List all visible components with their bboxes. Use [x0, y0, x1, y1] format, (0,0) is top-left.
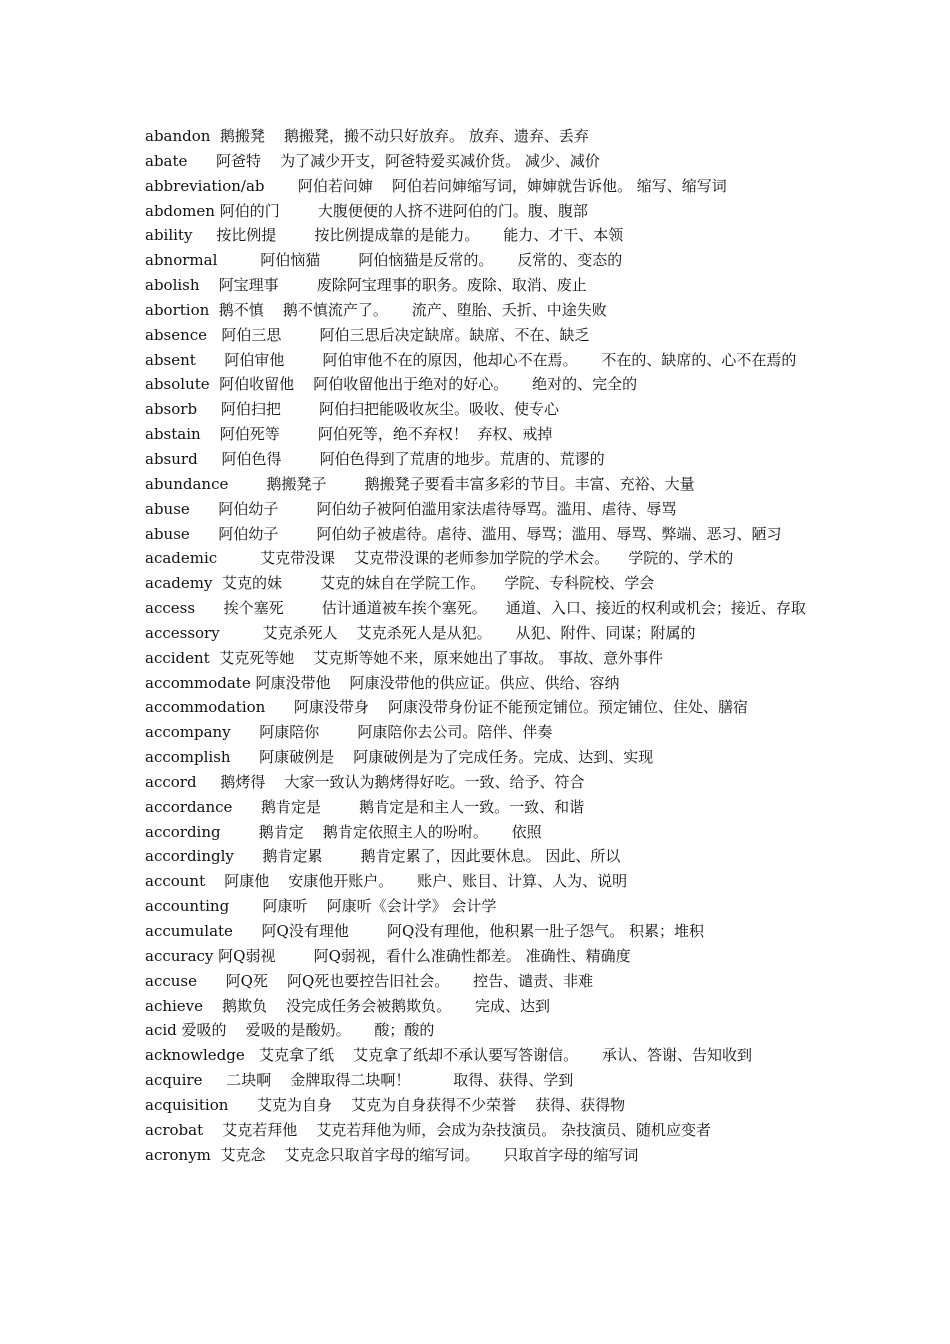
vocabulary-list [145, 124, 810, 1167]
vocabulary-entry: abortion 鹅不慎 鹅不慎流产了。 流产、堕胎、夭折、中途失败 [145, 300, 607, 319]
vocabulary-entry: abundance 鹅搬凳子 鹅搬凳子要看丰富多彩的节目。丰富、充裕、大量 [145, 474, 695, 493]
vocabulary-entry: academic 艾克带没课 艾克带没课的老师参加学院的学术会。 学院的、学术的 [145, 549, 734, 568]
vocabulary-entry: accommodation 阿康没带身 阿康没带身份证不能预定铺位。预定铺位、住处、膳宿 [145, 698, 748, 717]
vocabulary-entry: acronym 艾克念 艾克念只取首字母的缩写词。 只取首字母的缩写词 [145, 1145, 639, 1164]
vocabulary-entry: abolish 阿宝理事 废除阿宝理事的职务。废除、取消、废止 [145, 276, 587, 295]
vocabulary-entry: accident 艾克死等她 艾克斯等她不来，原来她出了事故。 事故、意外事件 [145, 648, 664, 667]
vocabulary-entry: acrobat 艾克若拜他 艾克若拜他为师，会成为杂技演员。 杂技演员、随机应变者 [145, 1120, 712, 1139]
vocabulary-entry: account 阿康他 安康他开账户。 账户、账目、计算、人为、说明 [145, 872, 628, 891]
vocabulary-entry: accuracy 阿Q弱视 阿Q弱视，看什么准确性都差。 准确性、精确度 [145, 946, 631, 965]
vocabulary-entry: abuse 阿伯幼子 阿伯幼子被阿伯滥用家法虐待辱骂。滥用、虐待、辱骂 [145, 499, 677, 518]
vocabulary-entry: according 鹅肯定 鹅肯定依照主人的吩咐。 依照 [145, 822, 542, 841]
vocabulary-entry: accompany 阿康陪你 阿康陪你去公司。陪伴、伴奏 [145, 723, 553, 742]
vocabulary-entry: absorb 阿伯扫把 阿伯扫把能吸收灰尘。吸收、使专心 [145, 400, 560, 419]
vocabulary-entry: acknowledge 艾克拿了纸 艾克拿了纸却不承认要写答谢信。 承认、答谢、告知收到 [145, 1046, 752, 1065]
vocabulary-entry: abandon 鹅搬凳 鹅搬凳，搬不动只好放弃。 放弃、遗弃、丢弃 [145, 127, 589, 145]
vocabulary-entry: abnormal 阿伯恼猫 阿伯恼猫是反常的。 反常的、变态的 [145, 251, 623, 270]
vocabulary-entry: accordance 鹅肯定是 鹅肯定是和主人一致。一致、和谐 [145, 797, 585, 816]
vocabulary-entry: accord 鹅烤得 大家一致认为鹅烤得好吃。一致、给予、符合 [145, 772, 585, 791]
vocabulary-entry: accordingly 鹅肯定累 鹅肯定累了，因此要休息。 因此、所以 [145, 847, 621, 866]
vocabulary-entry: accumulate 阿Q没有理他 阿Q没有理他，他积累一肚子怨气。 积累；堆积 [145, 922, 705, 940]
vocabulary-entry: achieve 鹅欺负 没完成任务会被鹅欺负。 完成、达到 [145, 996, 551, 1015]
vocabulary-entry: absence 阿伯三思 阿伯三思后决定缺席。缺席、不在、缺乏 [145, 325, 590, 344]
vocabulary-entry: abate 阿爸特 为了减少开支，阿爸特爱买减价货。 减少、减价 [145, 151, 600, 170]
vocabulary-entry: absurd 阿伯色得 阿伯色得到了荒唐的地步。荒唐的、荒谬的 [145, 449, 605, 468]
vocabulary-entry: abuse 阿伯幼子 阿伯幼子被虐待。虐待、滥用、辱骂；滥用、辱骂、弊端、恶习、陋习 [145, 524, 782, 543]
vocabulary-entry: abstain 阿伯死等 阿伯死等，绝不弃权！ 弃权、戒掉 [145, 425, 553, 444]
vocabulary-entry: accessory 艾克杀死人 艾克杀死人是从犯。 从犯、附件、同谋；附属的 [145, 623, 696, 642]
vocabulary-entry: accuse 阿Q死 阿Q死也要控告旧社会。 控告、谴责、非难 [145, 971, 594, 990]
vocabulary-entry: accommodate 阿康没带他 阿康没带他的供应证。供应、供给、容纳 [145, 673, 620, 692]
vocabulary-entry: accounting 阿康听 阿康听《会计学》 会计学 [145, 897, 497, 916]
vocabulary-entry: absent 阿伯审他 阿伯审他不在的原因，他却心不在焉。 不在的、缺席的、心不在焉的 [145, 350, 797, 369]
vocabulary-entry: accomplish 阿康破例是 阿康破例是为了完成任务。完成、达到、实现 [145, 748, 654, 767]
vocabulary-entry: access 挨个塞死 估计通道被车挨个塞死。 通道、入口、接近的权利或机会；接近、存取 [145, 599, 806, 618]
vocabulary-entry: acquire 二块啊 金牌取得二块啊！ 取得、获得、学到 [145, 1071, 574, 1090]
vocabulary-entry: abbreviation/ab 阿伯若问婶 阿伯若问婶缩写词，婶婶就告诉他。 缩写、缩写词 [145, 176, 727, 195]
vocabulary-entry: acquisition 艾克为自身 艾克为自身获得不少荣誉 获得、获得物 [145, 1095, 626, 1114]
vocabulary-entry: acid 爱吸的 爱吸的是酸奶。 酸；酸的 [145, 1021, 435, 1040]
vocabulary-entry: absolute 阿伯收留他 阿伯收留他出于绝对的好心。 绝对的、完全的 [145, 375, 638, 394]
vocabulary-entry: abdomen 阿伯的门 大腹便便的人挤不进阿伯的门。腹、腹部 [145, 201, 588, 220]
vocabulary-entry: academy 艾克的妹 艾克的妹自在学院工作。 学院、专科院校、学会 [145, 574, 655, 593]
vocabulary-entry: ability 按比例提 按比例提成靠的是能力。 能力、才干、本领 [145, 226, 624, 245]
